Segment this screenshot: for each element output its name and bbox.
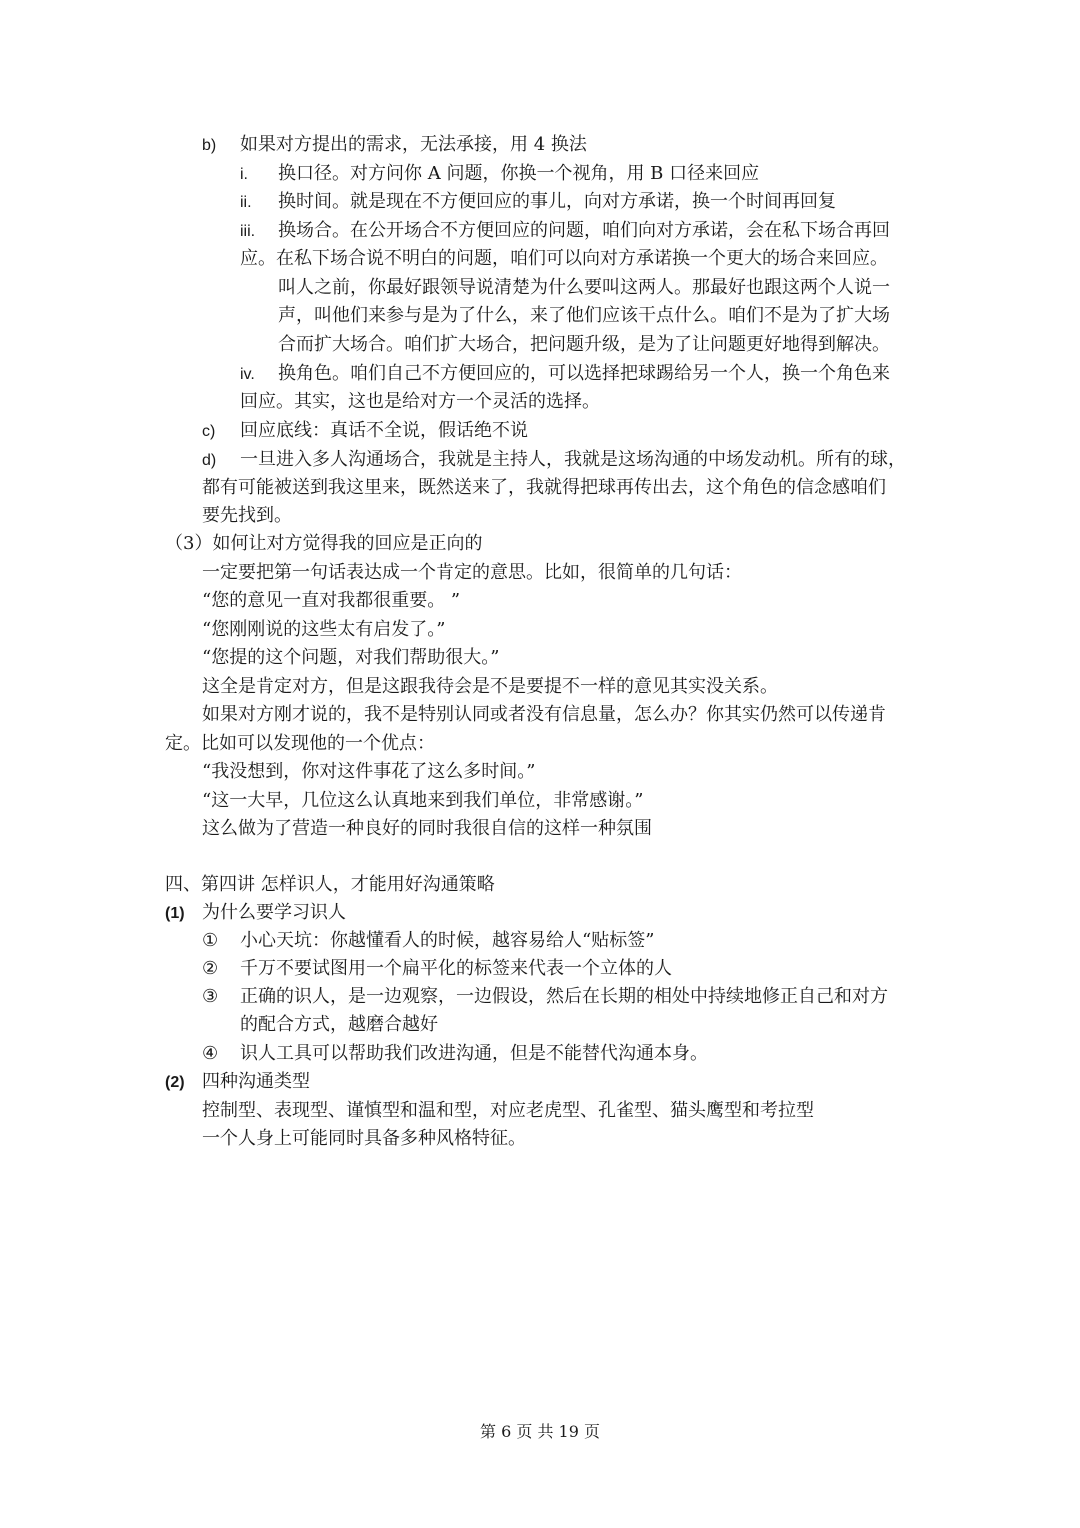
list-marker-1: (1) bbox=[165, 905, 185, 922]
part3-line: 如果对方刚才说的，我不是特别认同或者没有信息量，怎么办？你其实仍然可以传递肯 bbox=[202, 704, 886, 725]
sub2-line: 控制型、表现型、谨慎型和温和型，对应老虎型、孔雀型、猫头鹰型和考拉型 bbox=[202, 1100, 814, 1121]
item-iii-line: 应。在私下场合说不明白的问题，咱们可以向对方承诺换一个更大的场合来回应。 bbox=[240, 248, 888, 269]
item-iii-line: 叫人之前，你最好跟领导说清楚为什么要叫这两人。那最好也跟这两个人说一 bbox=[278, 277, 890, 298]
section-d-line: 要先找到。 bbox=[202, 505, 292, 526]
item-iv-line: 换角色。咱们自己不方便回应的，可以选择把球踢给另一个人，换一个角色来 bbox=[278, 363, 890, 384]
circle-marker-3: ③ bbox=[202, 986, 219, 1007]
lecture4-title: 四、第四讲 怎样识人，才能用好沟通策略 bbox=[165, 874, 495, 895]
part3-line: 定。比如可以发现他的一个优点： bbox=[165, 733, 435, 754]
item-i-line: 换口径。对方问你 A 问题，你换一个视角，用 B 口径来回应 bbox=[278, 163, 760, 184]
part3-heading: （3）如何让对方觉得我的回应是正向的 bbox=[165, 533, 483, 554]
list-marker-ii: ii. bbox=[240, 194, 252, 211]
item-iii-line: 合而扩大场合。咱们扩大场合，把问题升级，是为了让问题更好地得到解决。 bbox=[278, 334, 890, 355]
part3-line: 这么做为了营造一种良好的同时我很自信的这样一种氛围 bbox=[202, 818, 652, 839]
part3-quote: “这一大早，几位这么认真地来到我们单位，非常感谢。” bbox=[202, 790, 644, 811]
sub1-item-line: 千万不要试图用一个扁平化的标签来代表一个立体的人 bbox=[240, 958, 672, 979]
item-iii-line: 换场合。在公开场合不方便回应的问题，咱们向对方承诺，会在私下场合再回 bbox=[278, 220, 890, 241]
list-marker-2: (2) bbox=[165, 1074, 185, 1091]
list-marker-c: c) bbox=[202, 423, 216, 440]
list-marker-d: d) bbox=[202, 452, 217, 469]
item-ii-line: 换时间。就是现在不方便回应的事儿，向对方承诺，换一个时间再回复 bbox=[278, 191, 836, 212]
list-marker-iv: iv. bbox=[240, 366, 255, 383]
sub1-item-line: 的配合方式，越磨合越好 bbox=[240, 1014, 438, 1035]
circle-marker-4: ④ bbox=[202, 1043, 219, 1064]
circle-marker-2: ② bbox=[202, 958, 219, 979]
list-marker-b: b) bbox=[202, 137, 217, 154]
sub1-heading: 为什么要学习识人 bbox=[202, 902, 346, 923]
list-marker-iii: iii. bbox=[240, 223, 256, 240]
section-c-text: 回应底线：真话不全说，假话绝不说 bbox=[240, 420, 528, 441]
sub1-item-line: 小心天坑：你越懂看人的时候，越容易给人“贴标签” bbox=[240, 930, 655, 951]
section-d-line: 都有可能被送到我这里来，既然送来了，我就得把球再传出去，这个角色的信念感咱们 bbox=[202, 477, 886, 498]
page-footer: 第 6 页 共 19 页 bbox=[480, 1422, 600, 1441]
section-d-line: 一旦进入多人沟通场合，我就是主持人，我就是这场沟通的中场发动机。所有的球， bbox=[240, 449, 906, 470]
circle-marker-1: ① bbox=[202, 930, 219, 951]
item-iii-line: 声，叫他们来参与是为了什么，来了他们应该干点什么。咱们不是为了扩大场 bbox=[278, 305, 890, 326]
list-marker-i: i. bbox=[240, 166, 248, 183]
part3-line: 一定要把第一句话表达成一个肯定的意思。比如，很简单的几句话： bbox=[202, 562, 742, 583]
part3-quote: “您的意见一直对我都很重要。 ” bbox=[202, 590, 461, 611]
sub1-item-line: 正确的识人，是一边观察，一边假设，然后在长期的相处中持续地修正自己和对方 bbox=[240, 986, 888, 1007]
part3-quote: “您刚刚说的这些太有启发了。” bbox=[202, 619, 446, 640]
sub2-heading: 四种沟通类型 bbox=[202, 1071, 310, 1092]
section-b-text: 如果对方提出的需求，无法承接，用 4 换法 bbox=[240, 134, 587, 155]
sub2-line: 一个人身上可能同时具备多种风格特征。 bbox=[202, 1128, 526, 1149]
part3-line: 这全是肯定对方，但是这跟我待会是不是要提不一样的意见其实没关系。 bbox=[202, 676, 778, 697]
part3-quote: “我没想到，你对这件事花了这么多时间。” bbox=[202, 761, 536, 782]
part3-quote: “您提的这个问题，对我们帮助很大。” bbox=[202, 647, 500, 668]
sub1-item-line: 识人工具可以帮助我们改进沟通，但是不能替代沟通本身。 bbox=[240, 1043, 708, 1064]
item-iv-line: 回应。其实，这也是给对方一个灵活的选择。 bbox=[240, 391, 600, 412]
